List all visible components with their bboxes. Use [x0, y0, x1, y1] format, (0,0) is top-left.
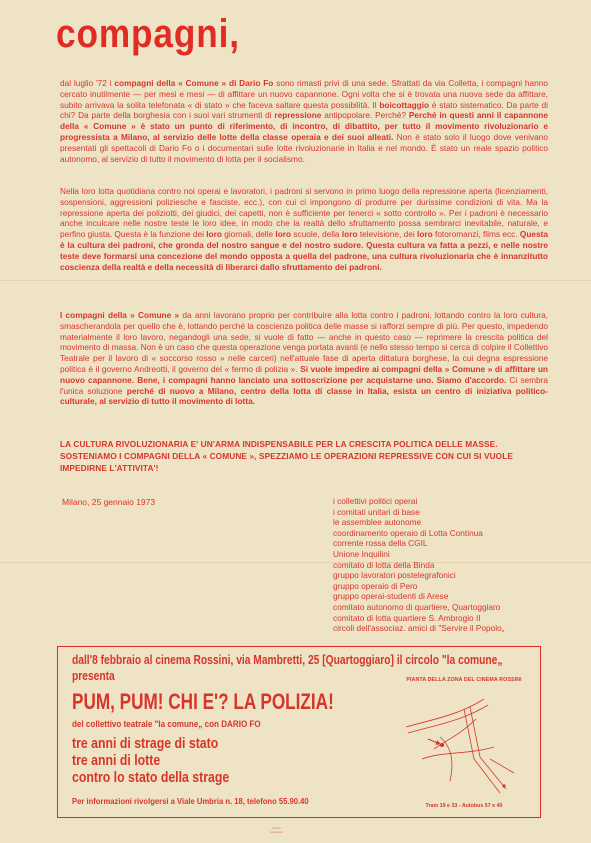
event-slogans: [72, 735, 264, 786]
manifesto-statement: LA CULTURA RIVOLUZIONARIA E' UN'ARMA INDISPENSABILE PER LA CRESCITA POLITICA DELLE MASSE. SOSTENIAMO I COMPAGNI DELLA « COMUNE », SPEZZIAMO LE OPERAZIONI REPRESSIVE CON CUI SI VUOLE IMPEDIRNE L'ATTIVITA'!: [60, 439, 514, 473]
text-run: Ci sembra l'unica soluzione: [60, 374, 548, 396]
text-run: televisione, dei: [357, 229, 418, 240]
event-slogan: tre anni di lotte: [72, 752, 161, 769]
signatories-list: [333, 496, 573, 634]
map-street: [464, 709, 500, 793]
signatory: gruppo operaio di Pero: [333, 580, 418, 591]
bold-text-run: loro: [275, 229, 292, 240]
event-info: Per informazioni rivolgersi a Viale Umbria n. 18, telefono 55.90.40: [72, 796, 309, 806]
event-slogan: contro lo stato della strage: [72, 769, 230, 786]
event-slogan: tre anni di strage di stato: [72, 735, 219, 752]
bold-text-run: loro: [206, 229, 222, 240]
signatory: circoli dell'associaz. amici di "Servire il Popolo„: [333, 623, 505, 634]
map-street: [490, 759, 514, 773]
text-run: sono rimasti privi di una sede. Sfrattati da via Colletta, i compagni hanno cercato inutilmente — per mesi e mesi — di affittare un nuovo capannone. Ogni volta che si è trovata una nuova sede da affittare, subito arrivava la solita telefonata « di stato » che faceva saltare questa possibilità. Il: [60, 78, 548, 110]
map-marker: [502, 784, 505, 787]
dateline: Milano, 25 gennaio 1973: [62, 497, 156, 507]
text-run: dal luglio '72 i: [60, 78, 115, 88]
bold-text-run: loro: [341, 229, 358, 240]
text-run: Non è stato solo il luogo dove venivano presentati gli spettacoli di Dario Fo o i documentari sulle lotte rivoluzionarie in Italia e nel mondo. È stato un reale spazio politico autonomo, al servizio di tutto il movimento di lotta per il socialismo.: [60, 131, 548, 164]
signatory: Unione Inquilini: [333, 548, 390, 559]
bold-text-run: Si vuole impedire ai compagni della » Comune » di affittare un nuovo capannone. Bene, i compagni hanno lanciato una sottoscrizione per acquistarne uno. Siamo d'accordo.: [60, 363, 548, 385]
bold-text-run: Questa è la cultura dei padroni, che gronda del nostro sangue e del nostro sudore. Questa cultura va fatta a pezzi, e nelle nostre teste deve formarsi una concezione del mondo opposta a quella del padrone, una cultura rivoluzionaria che è innanzitutto coscienza della realtà e della necessità di liberarci dallo sfruttamento dei padroni.: [60, 229, 548, 272]
text-run: Nella loro lotta quotidiana contro noi operai e lavoratori, i padroni si servono in primo luogo della repressione aperta (licenziamenti, sospensioni, aggressioni poliziesche e fasciste, ecc.), con cui ci impongono di produrre per durissime condizioni di vita. Ma la repressione aperta dei poliziotti, dei giudici, dei capetti, non è sufficiente per tenerci « sotto controllo ». Per i padroni è necessario anche inculcare nelle nostre teste le loro idee, in modo che la realtà dello sfruttamento possa sembrarci inevitabile, naturale, e perfino giusta. Questa è la funzione dei: [60, 186, 548, 240]
signatory: coordinamento operaio di Lotta Continua: [333, 527, 483, 538]
text-run: giornali, delle: [221, 229, 276, 240]
bold-text-run: Perché in questi anni il capannone della « Comune » è stato un punto di riferimento, di incontro, di dibattito, per tutto il movimento rivoluzionario e progressista a Milano, al servizio delle lotte della classe operaia e dei suoi alleati.: [60, 110, 548, 142]
paragraph-2: [60, 186, 548, 272]
signatory: gruppo operai-studenti di Arese: [333, 591, 449, 602]
signatory: comitato autonomo di quartiere, Quartoggiaro: [333, 601, 501, 612]
event-venue-line: dall'8 febbraio al cinema Rossini, via Mambretti, 25 [Quartoggiaro] il circolo "la comune„: [72, 653, 503, 667]
printer-mark: ▪▪▪▪▪▪▪▪ ▪▪▪▪▪▪▪▪▪▪▪▪: [270, 826, 283, 834]
text-run: è stato sistematico. Da parte di chi? Da parte della borghesia con i suoi vari strumenti di: [60, 99, 548, 121]
event-presenta: presenta: [72, 669, 115, 683]
text-run: antipopolare. Perché?: [321, 110, 409, 121]
headline: compagni,: [56, 12, 240, 56]
bold-text-run: boicottaggio: [379, 99, 430, 110]
event-credit: del collettivo teatrale "la comune„ con DARIO FO: [72, 719, 261, 730]
signatory: comitato di lotta quartiere S. Ambrogio II: [333, 612, 481, 623]
text-run: fotoromanzi, films ecc.: [432, 229, 520, 240]
cinema-marker: [440, 743, 444, 747]
bold-text-run: perché di nuovo a Milano, centro della lotta di classe in Italia, esista un centro di iniziativa politico-culturale, al servizio di tutto il movimento di lotta.: [60, 385, 548, 407]
bold-text-run: I compagni della » Comune »: [60, 310, 180, 320]
map-title: PIANTA DELLA ZONA DEL CINEMA ROSSINI: [406, 677, 522, 683]
bold-text-run: repressione: [274, 110, 322, 121]
signatory: corrente rossa della CGIL: [333, 538, 428, 549]
map-transit-info: Tram 19 e 33 - Autobus 57 e 40: [425, 803, 503, 809]
fold-line: [0, 280, 591, 281]
signatory: le assemblee autonome: [333, 517, 422, 528]
street-map-drawing: [404, 689, 524, 801]
map-street: [422, 747, 494, 759]
bold-text-run: loro: [417, 229, 433, 240]
location-map: [394, 677, 534, 811]
event-title: PUM, PUM! CHI E'? LA POLIZIA!: [72, 689, 334, 714]
event-announcement-box: [57, 646, 541, 818]
map-arrow: [428, 739, 440, 744]
text-run: da anni lavorano proprio per contribuire alla lotta contro i padroni, lottando contro la loro cultura, smascherandola per quello che è, lottando perché la coscienza politica delle masse si rafforzi sempre di più. Per questo, impedendo materialmente il loro lavoro, negandogli una sede, si vuole di fatto — anche in questo caso — reprimere la crescita politica del movimento di massa. Non è un caso che questa operazione venga portata avanti (e nello stesso tempo si cerca di colpire il Collettivo Teatrale per il lavoro di « soccorso rosso » nelle carceri) nell'attuale fase di aperta dittatura borghese, la cui degna espressione politica è il governo Andreotti, il governo del « fermo di polizia ».: [60, 310, 548, 374]
bold-text-run: compagni della « Comune » di Dario Fo: [114, 78, 274, 88]
paragraph-3: [60, 310, 548, 407]
signatory: i collettivi politici operai: [333, 496, 418, 506]
paragraph-1: [60, 78, 548, 164]
signatory: i comitati unitari di base: [333, 506, 420, 517]
text-run: scuole, della: [291, 229, 342, 240]
signatory: comitato di lotta della Binda: [333, 559, 435, 570]
signatory: gruppo lavoratori postelegrafonici: [333, 570, 456, 581]
